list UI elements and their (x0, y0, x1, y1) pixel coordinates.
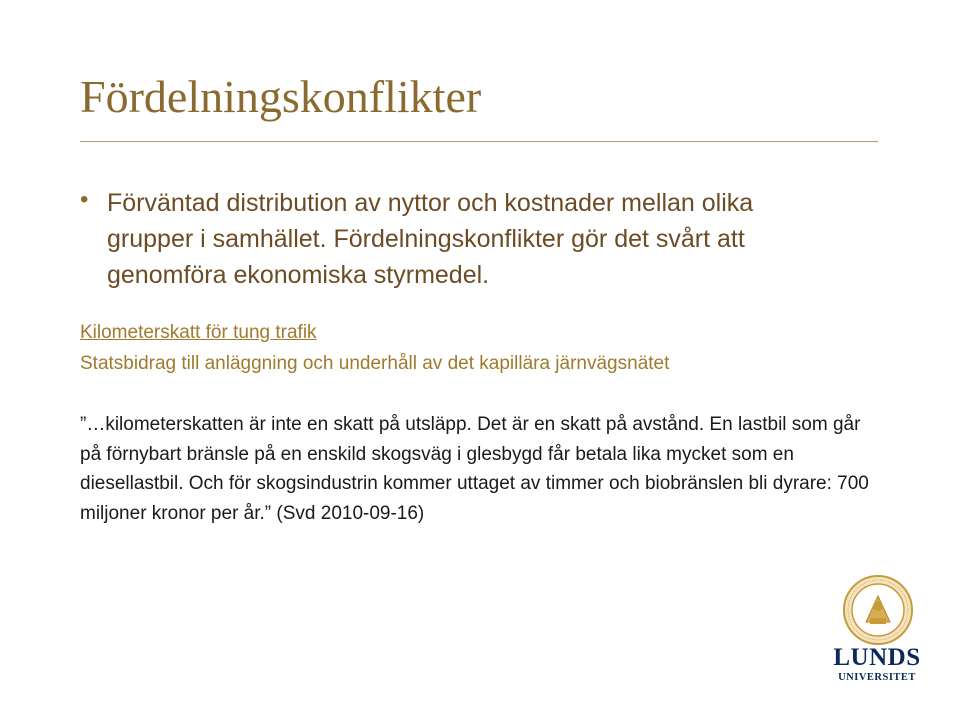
title-divider (80, 141, 878, 142)
bullet-item (80, 185, 840, 293)
statsbidrag-text: Statsbidrag till anläggning och underhåll av det kapillära järnvägsnätet (80, 353, 670, 374)
quote-paragraph: ”…kilometerskatten är inte en skatt på utsläpp. Det är en skatt på avstånd. En lastbil som går på förnybart bränsle på en enskild skogsväg i glesbygd får betala lika mycket som en diesellastbil. Och för skogsindustrin kommer uttaget av timmer och biobränslen bli dyrare: 700 miljoner kronor per år.” (Svd 2010-09-16) (80, 414, 869, 524)
logo-name-line2: UNIVERSITET (838, 672, 916, 683)
kilometerskatt-link[interactable]: Kilometerskatt för tung trafik (80, 322, 317, 343)
bullet-dot-icon: • (80, 186, 89, 213)
logo-name-line1: LUNDS (833, 644, 921, 671)
bullet-text: Förväntad distribution av nyttor och kostnader mellan olika grupper i samhället. Fördelningskonflikter gör det svårt att genomföra ekonomiska styrmedel. (107, 189, 754, 289)
slide-title: Fördelningskonflikter (80, 71, 482, 122)
